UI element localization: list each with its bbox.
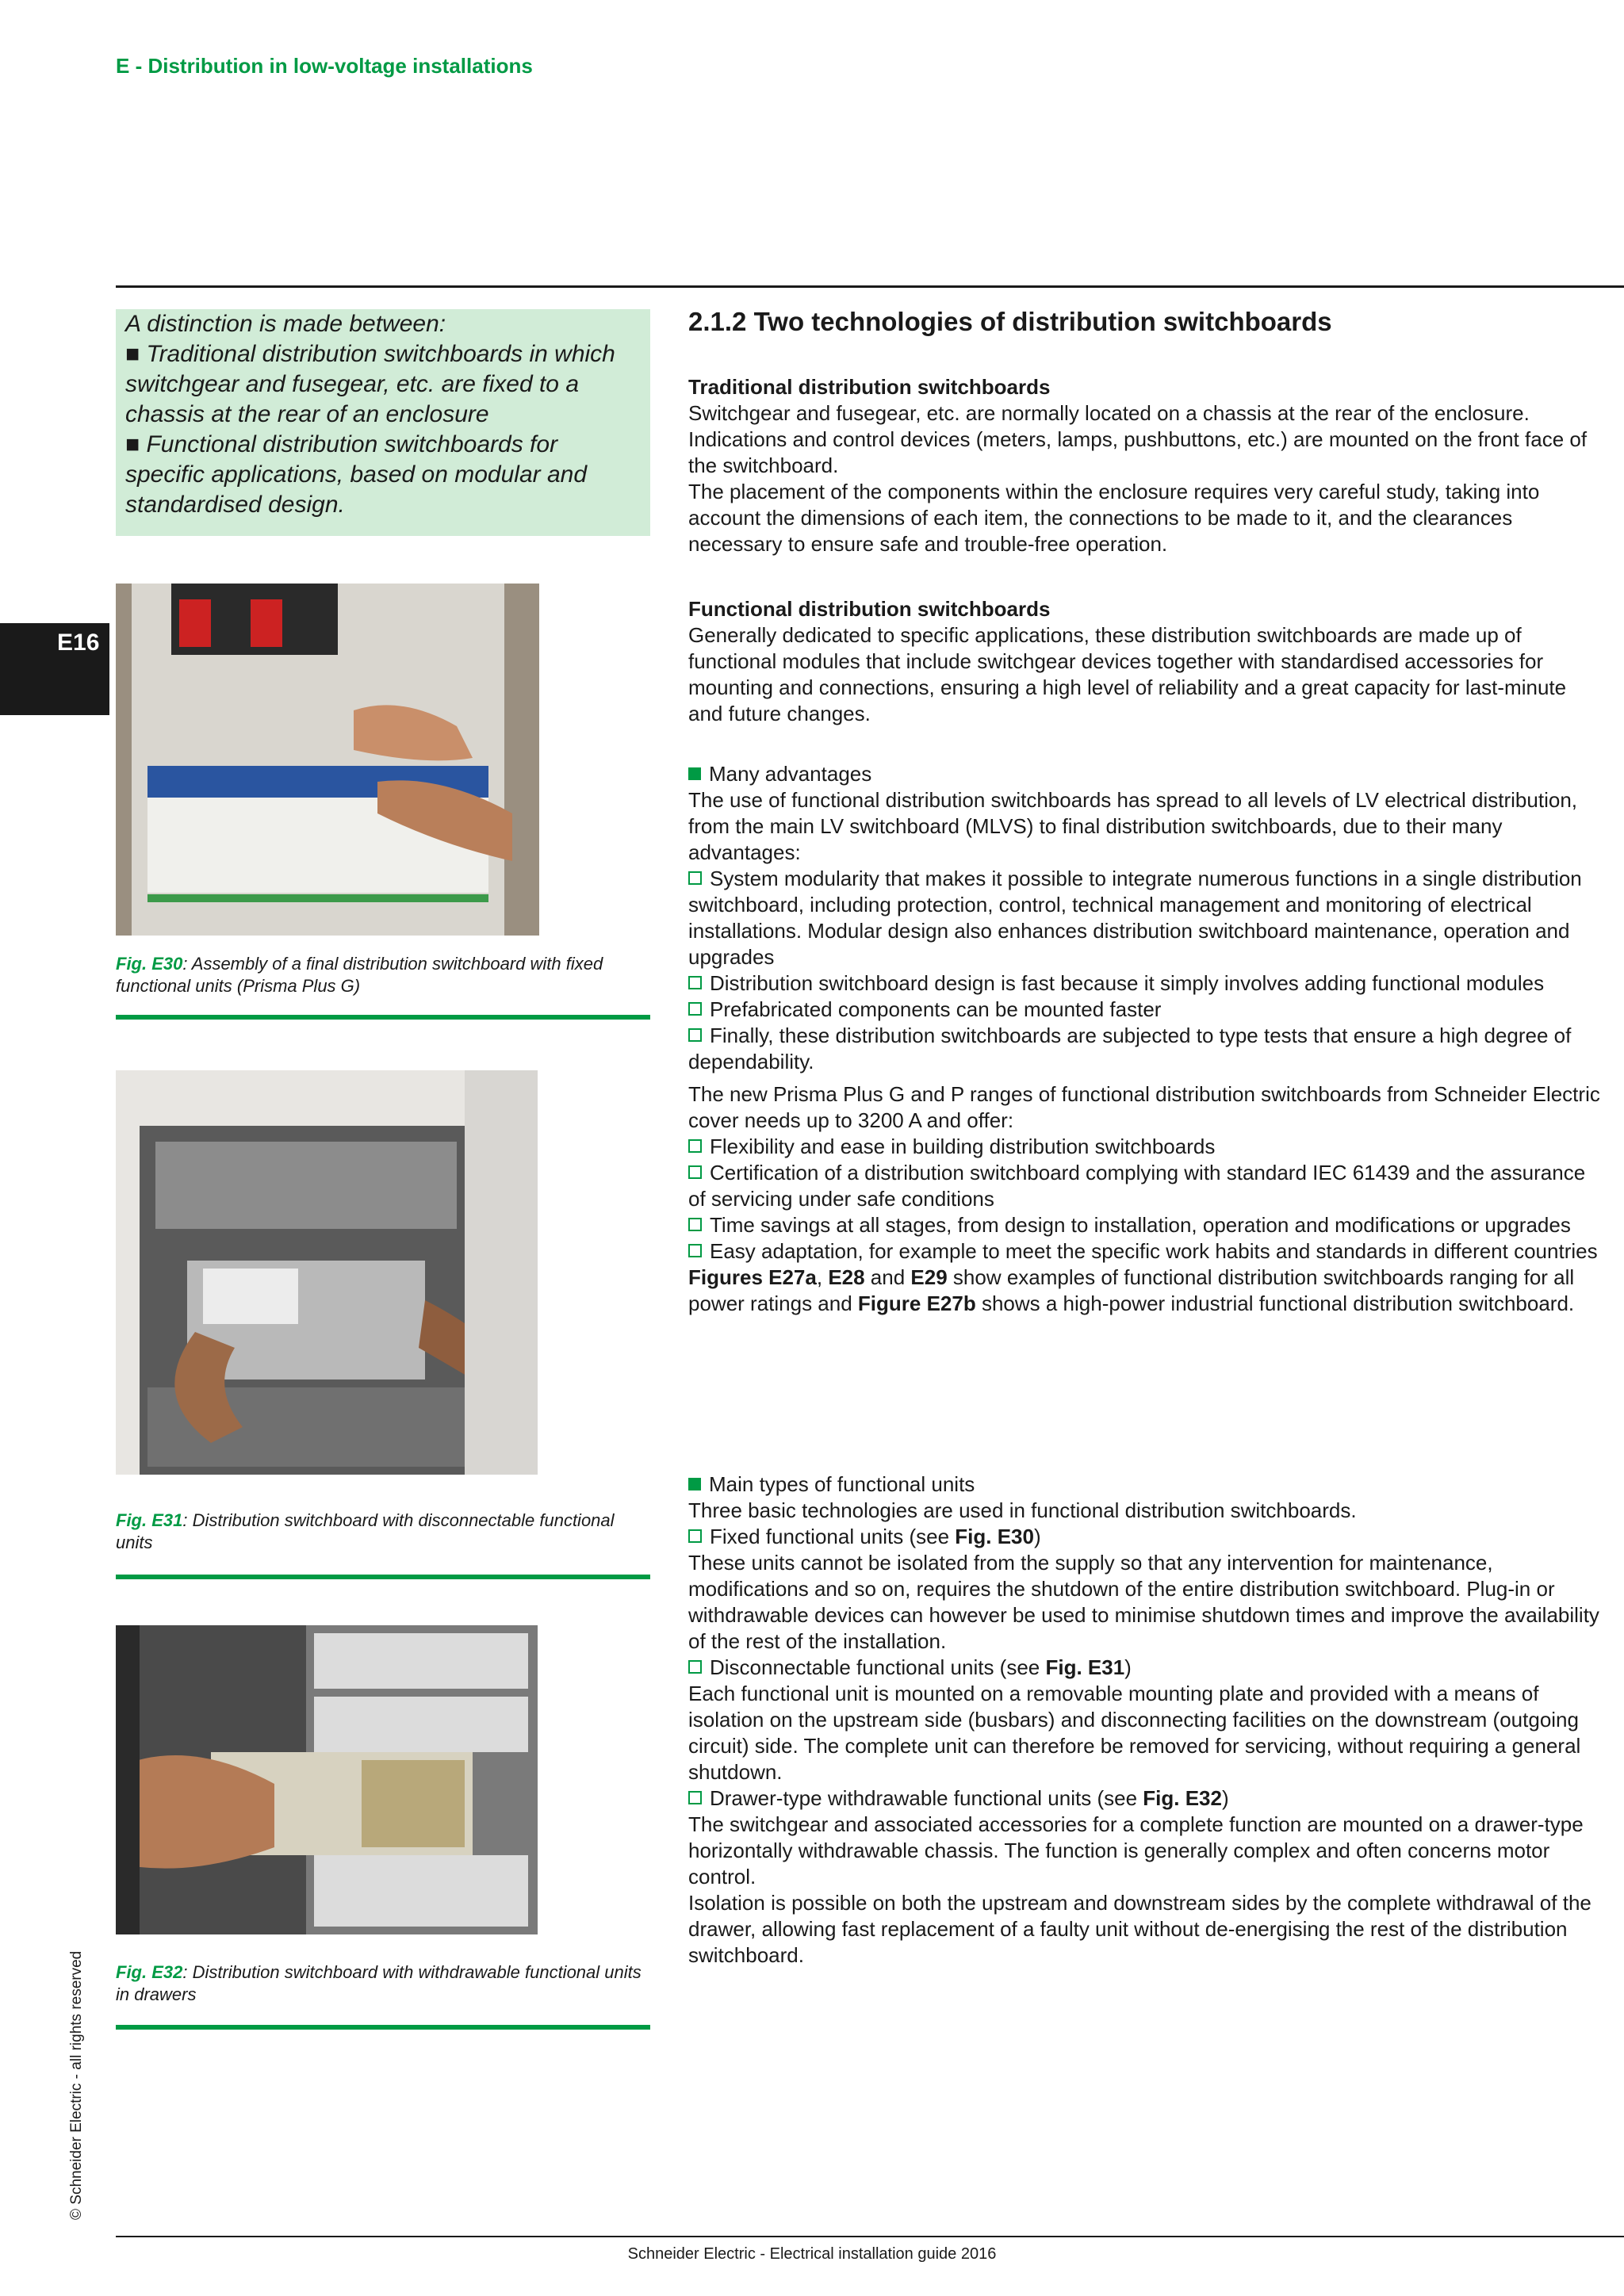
advantages-title (688, 761, 1600, 787)
summary-item-1-text: Traditional distribution switchboards in which switchgear and fusegear, etc. are fixed to a chassis at the rear of an enclosure (125, 341, 615, 427)
types-block (688, 1471, 1600, 1969)
figures-ref-text-4: shows a high-power industrial functional distribution switchboard. (975, 1292, 1575, 1315)
copyright-notice: © Schneider Electric - all rights reserved (68, 1950, 85, 2220)
figure-e32-caption (116, 1961, 655, 2006)
hollow-square-bullet-icon (688, 1165, 702, 1179)
types-title (688, 1471, 1600, 1498)
bullet-square-icon: ■ (125, 341, 140, 367)
advantage-item-1-text: System modularity that makes it possible to integrate numerous functions in a single distribution switchboard, including protection, control, technical management and monitoring of electrical installations. Modular design also enhances distribution switchboard maintenance, operation and upgrades (688, 867, 1582, 969)
type-3-description: The switchgear and associated accessories for a complete function are mounted on a drawer-type horizontally withdrawable chassis. The function is generally complex and often concerns motor control. (688, 1812, 1584, 1888)
summary-intro: A distinction is made between: (125, 311, 446, 337)
section-heading-text: 2.1.2 Two technologies of distribution switchboards (688, 307, 1332, 336)
type-3-close: ) (1221, 1786, 1229, 1810)
type-2-close: ) (1124, 1655, 1132, 1679)
bullet-square-icon: ■ (125, 431, 140, 457)
hollow-square-bullet-icon (688, 871, 702, 885)
figure-e31-text: : Distribution switchboard with disconnectable functional units (116, 1510, 615, 1552)
advantages-block (688, 761, 1600, 1317)
functional-paragraph-1: Generally dedicated to specific applications, these distribution switchboards are made up of functional modules that include switchgear devices together with standardised accessories for mounting and connections, ensuring a high level of reliability and a great capacity for last-minute and future changes. (688, 623, 1567, 725)
green-square-bullet-icon (688, 767, 701, 780)
traditional-paragraph-1: Switchgear and fusegear, etc. are normally located on a chassis at the rear of the enclosure. Indications and control devices (meters, lamps, pushbuttons, etc.) are mounted on the front face of the switchboard. (688, 401, 1588, 477)
isolation-paragraph: Isolation is possible on both the upstream and downstream sides by the complete withdrawal of the drawer, allowing fast replacement of a faulty unit without de-energising the rest of the distribution switchboard. (688, 1891, 1591, 1967)
advantage-item-3 (688, 997, 1600, 1023)
advantage-item-3-text: Prefabricated components can be mounted faster (710, 997, 1162, 1021)
figures-ref-text-1: , (816, 1265, 829, 1289)
figures-ref-text-2: and (864, 1265, 911, 1289)
offer-item-3-text: Time savings at all stages, from design to installation, operation and modifications or upgrades (710, 1213, 1571, 1237)
advantage-item-2-text: Distribution switchboard design is fast because it simply involves adding functional modules (710, 971, 1545, 995)
traditional-title: Traditional distribution switchboards (688, 375, 1051, 399)
prisma-intro: The new Prisma Plus G and P ranges of functional distribution switchboards from Schneider Electric cover needs up to 3200 A and offer: (688, 1082, 1600, 1132)
advantage-item-1 (688, 866, 1600, 970)
figures-ref-text-3: show examples of functional distribution switchboards ranging for all power ratings and (688, 1265, 1575, 1315)
offer-item-2 (688, 1160, 1600, 1212)
page-number-tab (0, 623, 109, 715)
figures-ref-bold-3: E29 (910, 1265, 948, 1289)
traditional-block (688, 374, 1600, 557)
hollow-square-bullet-icon (688, 1660, 702, 1674)
type-item-2 (688, 1655, 1600, 1681)
figure-e32-photo (116, 1625, 538, 1934)
figure-e31-rule (116, 1575, 650, 1579)
hollow-square-bullet-icon (688, 1139, 702, 1153)
figure-e30-text: : Assembly of a final distribution switchboard with fixed functional units (Prisma Plus G) (116, 954, 603, 996)
switchboard-assembly-illustration (116, 584, 539, 936)
offer-item-2-text: Certification of a distribution switchboard complying with standard IEC 61439 and the assurance of servicing under safe conditions (688, 1161, 1586, 1211)
functional-title: Functional distribution switchboards (688, 597, 1051, 621)
top-divider (116, 285, 1624, 288)
figures-ref-bold-4: Figure E27b (857, 1292, 976, 1315)
withdrawable-drawer-illustration (116, 1625, 538, 1934)
hollow-square-bullet-icon (688, 1529, 702, 1543)
disconnectable-switchboard-illustration (116, 1070, 538, 1475)
figure-e31-photo (116, 1070, 538, 1475)
summary-item-2 (125, 430, 641, 520)
type-2-ref: Fig. E31 (1045, 1655, 1125, 1679)
figures-reference (688, 1265, 1600, 1317)
figure-e32-rule (116, 2025, 650, 2030)
type-item-3 (688, 1785, 1600, 1812)
functional-block (688, 596, 1600, 727)
type-1-ref: Fig. E30 (955, 1525, 1034, 1548)
type-1-text: Fixed functional units (see (710, 1525, 956, 1548)
hollow-square-bullet-icon (688, 1244, 702, 1257)
hollow-square-bullet-icon (688, 1218, 702, 1231)
section-heading (688, 306, 1600, 338)
summary-box (116, 309, 650, 536)
advantages-intro: The use of functional distribution switchboards has spread to all levels of LV electrical distribution, from the main LV switchboard (MLVS) to final distribution switchboards, due to their many advantages: (688, 788, 1577, 864)
type-1-description: These units cannot be isolated from the supply so that any intervention for maintenance, modifications and so on, requires the shutdown of the entire distribution switchboard. Plug-in or withdrawable devices can however be used to minimise shutdown times and improve the availability of the rest of the installation. (688, 1551, 1599, 1653)
page-header-title: E - Distribution in low-voltage installations (116, 54, 533, 78)
offer-item-1-text: Flexibility and ease in building distribution switchboards (710, 1135, 1216, 1158)
figure-e31-caption (116, 1510, 655, 1554)
page-footer: Schneider Electric - Electrical installation guide 2016 (627, 2245, 997, 2263)
offer-item-4-text: Easy adaptation, for example to meet the specific work habits and standards in different countries (710, 1239, 1598, 1263)
figure-e30-label: Fig. E30 (116, 954, 183, 974)
offer-item-4 (688, 1238, 1600, 1265)
hollow-square-bullet-icon (688, 1791, 702, 1804)
figure-e32-text: : Distribution switchboard with withdrawable functional units in drawers (116, 1962, 642, 2004)
offer-item-1 (688, 1134, 1600, 1160)
type-3-text: Drawer-type withdrawable functional units (see (710, 1786, 1143, 1810)
hollow-square-bullet-icon (688, 1002, 702, 1016)
type-2-text: Disconnectable functional units (see (710, 1655, 1046, 1679)
type-1-close: ) (1033, 1525, 1041, 1548)
hollow-square-bullet-icon (688, 976, 702, 989)
summary-item-2-text: Functional distribution switchboards for specific applications, based on modular and standardised design. (125, 431, 588, 518)
types-title-text: Main types of functional units (709, 1472, 975, 1496)
hollow-square-bullet-icon (688, 1028, 702, 1042)
summary-item-1 (125, 339, 641, 430)
figure-e30-caption (116, 953, 655, 997)
advantage-item-4 (688, 1023, 1600, 1075)
green-square-bullet-icon (688, 1478, 701, 1490)
advantage-item-4-text: Finally, these distribution switchboards are subjected to type tests that ensure a high degree of dependability. (688, 1024, 1572, 1073)
page-number: E16 (57, 629, 100, 656)
figures-ref-bold-1: Figures E27a (688, 1265, 817, 1289)
traditional-paragraph-2: The placement of the components within the enclosure requires very careful study, taking into account the dimensions of each item, the connections to be made to it, and the clearances necessary to ensure safe and trouble-free operation. (688, 480, 1540, 556)
offer-item-3 (688, 1212, 1600, 1238)
type-item-1 (688, 1524, 1600, 1550)
advantage-item-2 (688, 970, 1600, 997)
type-2-description: Each functional unit is mounted on a removable mounting plate and provided with a means of isolation on the upstream side (busbars) and disconnecting facilities on the downstream (outgoing circuit) side. The complete unit can therefore be removed for servicing, without requiring a general shutdown. (688, 1682, 1581, 1784)
figure-e30-photo (116, 584, 539, 936)
figures-ref-bold-2: E28 (828, 1265, 865, 1289)
advantages-title-text: Many advantages (709, 762, 872, 786)
bottom-divider (116, 2236, 1624, 2237)
figure-e32-label: Fig. E32 (116, 1962, 183, 1982)
figure-e30-rule (116, 1015, 650, 1020)
type-3-ref: Fig. E32 (1143, 1786, 1222, 1810)
figure-e31-label: Fig. E31 (116, 1510, 183, 1530)
types-intro: Three basic technologies are used in functional distribution switchboards. (688, 1498, 1357, 1522)
